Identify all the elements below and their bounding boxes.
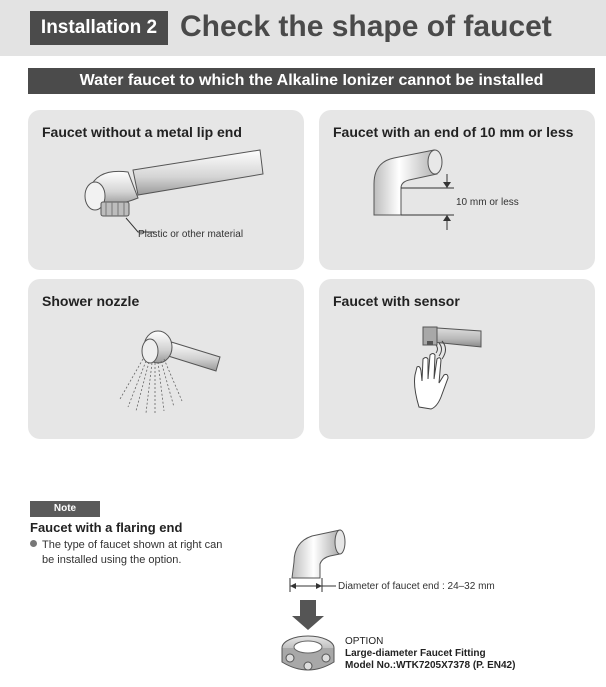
note-text [30, 538, 260, 568]
card-title: Shower nozzle [42, 293, 140, 309]
faucet-no-lip-illustration [28, 110, 304, 270]
note-title: Faucet with a flaring end [30, 520, 183, 535]
option-text [345, 636, 515, 672]
option-model: Model No.:WTK7205X7378 (P. EN42) [345, 660, 516, 671]
section-title-bar: Water faucet to which the Alkaline Ionizer cannot be installed [28, 68, 595, 94]
diameter-label: Diameter of faucet end : 24–32 mm [338, 581, 495, 592]
page-title: Check the shape of faucet [180, 10, 552, 43]
card-short-end [319, 110, 595, 270]
card-title: Faucet without a metal lip end [42, 124, 242, 140]
note-line-2: be installed using the option. [42, 554, 182, 566]
card-no-metal-lip [28, 110, 304, 270]
plastic-label: Plastic or other material [138, 229, 244, 240]
arrow-down-icon [292, 600, 324, 630]
option-label: OPTION [345, 636, 384, 647]
option-name: Large-diameter Faucet Fitting [345, 648, 486, 659]
installation-badge: Installation 2 [30, 11, 168, 45]
bullet-icon [30, 540, 37, 547]
sensor-faucet-illustration [319, 279, 595, 439]
card-shower-nozzle [28, 279, 304, 439]
card-title: Faucet with an end of 10 mm or less [333, 124, 574, 140]
note-line-1: The type of faucet shown at right can [42, 539, 223, 551]
faucet-short-end-illustration [319, 110, 595, 270]
ten-mm-label: 10 mm or less [456, 197, 519, 208]
card-title: Faucet with sensor [333, 293, 460, 309]
shower-nozzle-illustration [28, 279, 304, 439]
card-sensor-faucet [319, 279, 595, 439]
note-badge: Note [30, 501, 100, 517]
